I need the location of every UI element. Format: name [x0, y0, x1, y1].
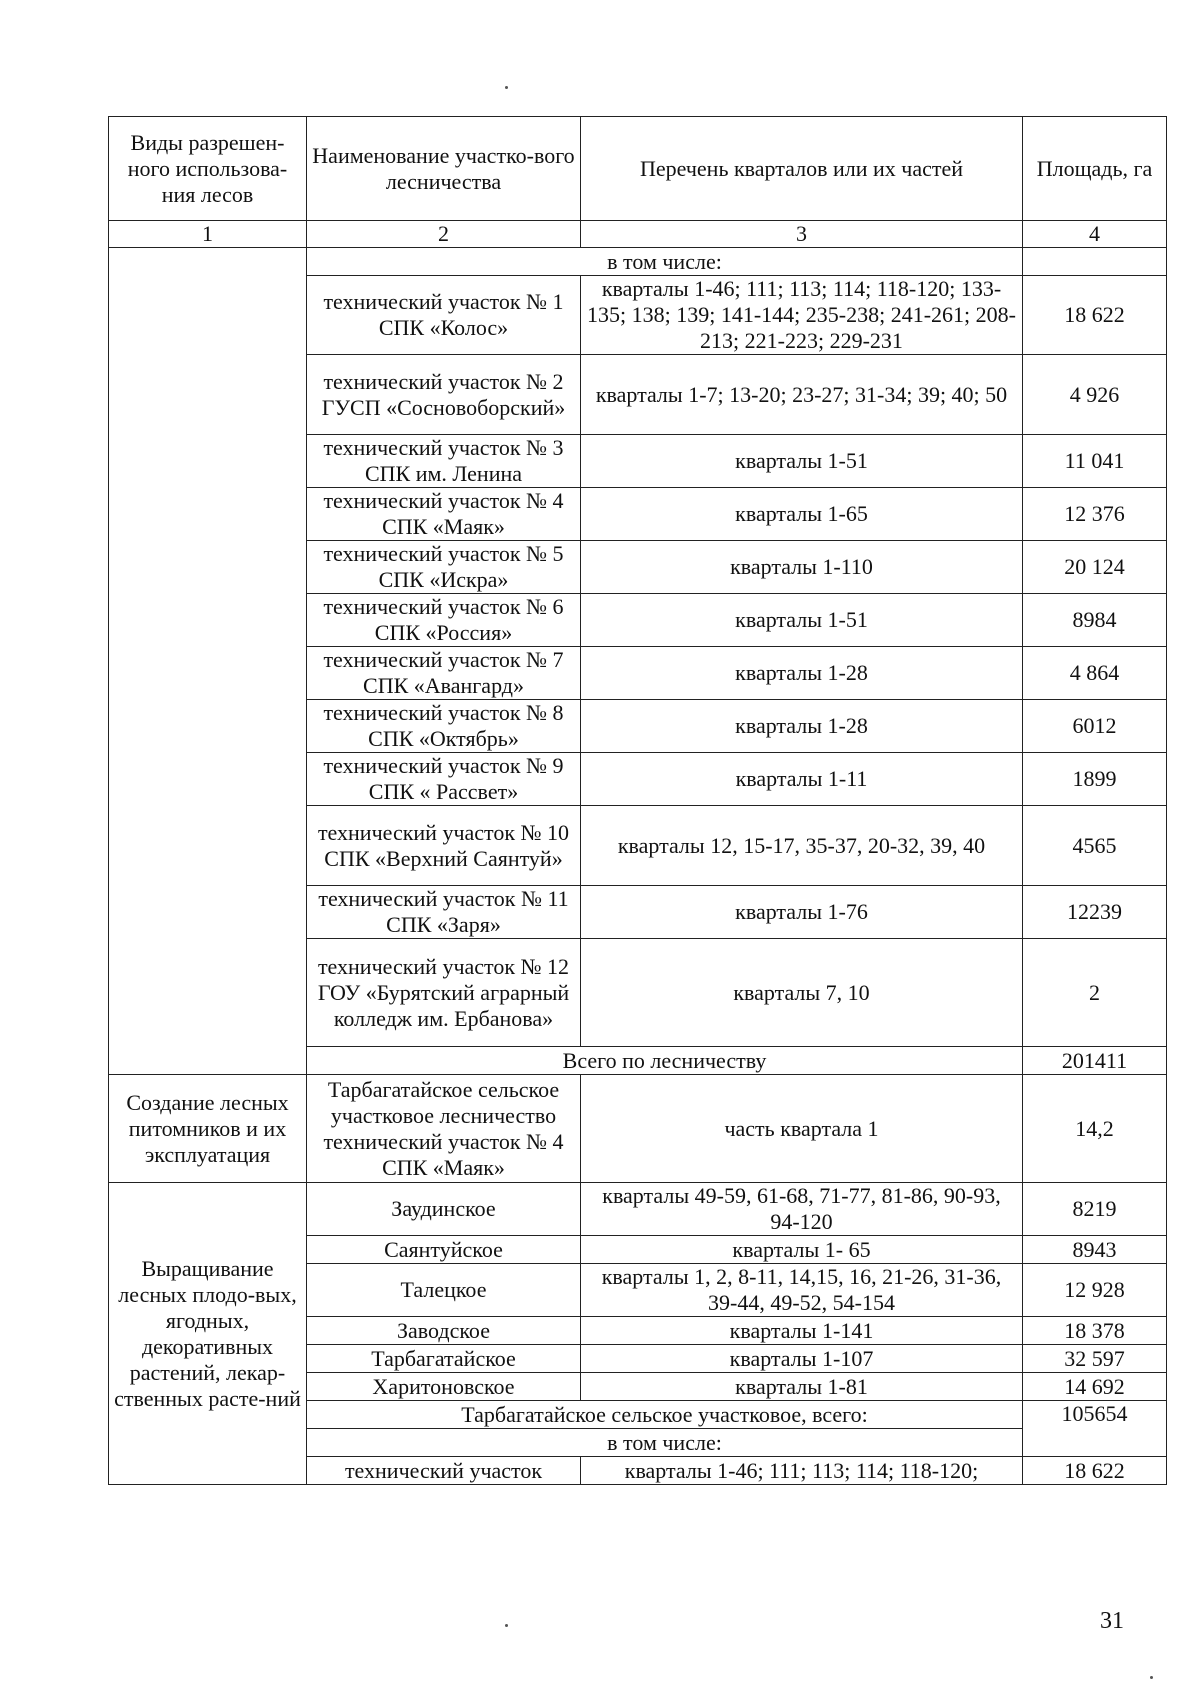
- subtotal-value: 105654: [1023, 1401, 1167, 1457]
- area-cell: 4 926: [1023, 355, 1167, 435]
- forestry-name-cell: Тарбагатайское: [307, 1345, 581, 1373]
- forestry-name-cell: технический участок № 4 СПК «Маяк»: [307, 488, 581, 541]
- quarters-cell: кварталы 1-65: [581, 488, 1023, 541]
- table-row: [109, 1183, 1167, 1236]
- forestry-name-cell: Заудинское: [307, 1183, 581, 1236]
- table-header-row: [109, 117, 1167, 221]
- forestry-name-cell: технический участок № 1 СПК «Колос»: [307, 276, 581, 355]
- area-cell: 6012: [1023, 700, 1167, 753]
- quarters-cell: кварталы 1-76: [581, 886, 1023, 939]
- quarters-cell: кварталы 1-81: [581, 1373, 1023, 1401]
- forestry-name-cell: Саянтуйское: [307, 1236, 581, 1264]
- page-number: 31: [1100, 1608, 1124, 1634]
- quarters-cell: кварталы 49-59, 61-68, 71-77, 81-86, 90-93, 94-120: [581, 1183, 1023, 1236]
- forestry-name-cell: технический участок № 2 ГУСП «Сосновоборский»: [307, 355, 581, 435]
- quarters-cell: кварталы 1-51: [581, 594, 1023, 647]
- scan-speck: [505, 86, 508, 89]
- forestry-name-cell: технический участок № 7 СПК «Авангард»: [307, 647, 581, 700]
- area-cell: 18 622: [1023, 1457, 1167, 1485]
- forestry-name-cell: технический участок № 12 ГОУ «Бурятский аграрный колледж им. Ербанова»: [307, 939, 581, 1047]
- quarters-cell: кварталы 1-7; 13-20; 23-27; 31-34; 39; 40; 50: [581, 355, 1023, 435]
- forestry-name-cell: Заводское: [307, 1317, 581, 1345]
- use-type-cell-empty: [109, 248, 307, 1075]
- column-number-row: [109, 221, 1167, 248]
- quarters-cell: кварталы 1, 2, 8-11, 14,15, 16, 21-26, 31-36, 39-44, 49-52, 54-154: [581, 1264, 1023, 1317]
- header-forestry-name: Наименование участко-вого лесничества: [307, 117, 581, 221]
- area-cell: 12239: [1023, 886, 1167, 939]
- quarters-cell: кварталы 1-28: [581, 700, 1023, 753]
- quarters-cell: кварталы 1-11: [581, 753, 1023, 806]
- area-cell: 1899: [1023, 753, 1167, 806]
- quarters-cell: кварталы 1-141: [581, 1317, 1023, 1345]
- forestry-name-cell: технический участок: [307, 1457, 581, 1485]
- quarters-cell: кварталы 1-107: [581, 1345, 1023, 1373]
- area-cell: 18 622: [1023, 276, 1167, 355]
- column-number: 3: [581, 221, 1023, 248]
- area-cell: 20 124: [1023, 541, 1167, 594]
- quarters-cell: кварталы 1-46; 111; 113; 114; 118-120; 133-135; 138; 139; 141-144; 235-238; 241-261; 208-213; 221-223; 229-231: [581, 276, 1023, 355]
- forestry-name-cell: технический участок № 8 СПК «Октябрь»: [307, 700, 581, 753]
- scan-speck: [505, 1624, 508, 1627]
- quarters-cell: кварталы 1-28: [581, 647, 1023, 700]
- forestry-name-cell: технический участок № 3 СПК им. Ленина: [307, 435, 581, 488]
- area-cell: 2: [1023, 939, 1167, 1047]
- area-cell: 8943: [1023, 1236, 1167, 1264]
- forestry-name-cell: технический участок № 11 СПК «Заря»: [307, 886, 581, 939]
- forestry-name-cell: технический участок № 6 СПК «Россия»: [307, 594, 581, 647]
- column-number: 1: [109, 221, 307, 248]
- forestry-name-cell: Талецкое: [307, 1264, 581, 1317]
- area-cell: 12 928: [1023, 1264, 1167, 1317]
- area-cell: 4 864: [1023, 647, 1167, 700]
- in-that-number-label: в том числе:: [307, 1429, 1023, 1457]
- area-cell: 8219: [1023, 1183, 1167, 1236]
- area-cell: 4565: [1023, 806, 1167, 886]
- subtotal-label: Тарбагатайское сельское участковое, всего:: [307, 1401, 1023, 1429]
- quarters-cell: кварталы 12, 15-17, 35-37, 20-32, 39, 40: [581, 806, 1023, 886]
- total-label: Всего по лесничеству: [307, 1047, 1023, 1075]
- header-quarters-list: Перечень кварталов или их частей: [581, 117, 1023, 221]
- column-number: 2: [307, 221, 581, 248]
- quarters-cell: кварталы 1- 65: [581, 1236, 1023, 1264]
- use-type-cell: Создание лесных питомников и их эксплуатация: [109, 1075, 307, 1183]
- scan-speck: [1150, 1676, 1153, 1679]
- forestry-name-cell: Харитоновское: [307, 1373, 581, 1401]
- column-number: 4: [1023, 221, 1167, 248]
- area-cell: 18 378: [1023, 1317, 1167, 1345]
- in-that-number-label: в том числе:: [307, 248, 1023, 276]
- table-row: [109, 1075, 1167, 1183]
- area-cell-empty: [1023, 248, 1167, 276]
- area-cell: 11 041: [1023, 435, 1167, 488]
- forestry-name-cell: Тарбагатайское сельское участковое лесничество технический участок № 4 СПК «Маяк»: [307, 1075, 581, 1183]
- total-value: 201411: [1023, 1047, 1167, 1075]
- use-type-cell: Выращивание лесных плодо-вых, ягодных, декоративных растений, лекар-ственных расте-ний: [109, 1183, 307, 1485]
- forestry-name-cell: технический участок № 10 СПК «Верхний Саянтуй»: [307, 806, 581, 886]
- header-area: Площадь, га: [1023, 117, 1167, 221]
- area-cell: 14 692: [1023, 1373, 1167, 1401]
- area-cell: 12 376: [1023, 488, 1167, 541]
- forestry-name-cell: технический участок № 9 СПК « Рассвет»: [307, 753, 581, 806]
- quarters-cell: кварталы 1-46; 111; 113; 114; 118-120;: [581, 1457, 1023, 1485]
- area-cell: 8984: [1023, 594, 1167, 647]
- quarters-cell: часть квартала 1: [581, 1075, 1023, 1183]
- table-row: [109, 248, 1167, 276]
- quarters-cell: кварталы 7, 10: [581, 939, 1023, 1047]
- quarters-cell: кварталы 1-110: [581, 541, 1023, 594]
- quarters-cell: кварталы 1-51: [581, 435, 1023, 488]
- header-use-type: Виды разрешен-ного использова-ния лесов: [109, 117, 307, 221]
- area-cell: 14,2: [1023, 1075, 1167, 1183]
- forest-use-table: [108, 116, 1167, 1485]
- forestry-name-cell: технический участок № 5 СПК «Искра»: [307, 541, 581, 594]
- area-cell: 32 597: [1023, 1345, 1167, 1373]
